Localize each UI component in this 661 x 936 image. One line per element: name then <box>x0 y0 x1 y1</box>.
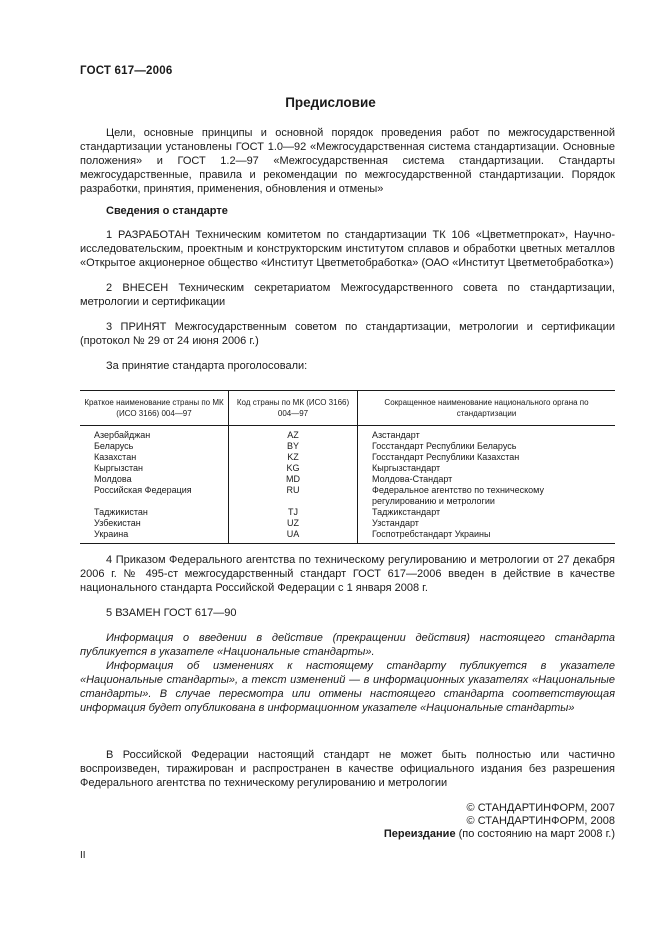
table-cell: Узбекистан <box>94 518 141 528</box>
page-number: II <box>80 850 86 861</box>
table-row <box>80 463 615 474</box>
item-1: 1 РАЗРАБОТАН Техническим комитетом по стандартизации ТК 106 «Цветметпрокат», Научно-исследовательским, проектным и конструкторским институтом сплавов и обработки цветных металлов «Открытое акционерное общество «Институт Цветметобработка» (ОАО «Институт Цветметобработка») <box>80 229 616 269</box>
copyright-2008: © СТАНДАРТИНФОРМ, 2008 <box>466 815 615 827</box>
table-row <box>80 485 615 507</box>
item-2: 2 ВНЕСЕН Техническим секретариатом Межгосударственного совета по стандартизации, метрологии и сертификации <box>80 282 615 308</box>
table-cell: TJ <box>229 507 358 518</box>
item-5: 5 ВЗАМЕН ГОСТ 617—90 <box>106 607 237 619</box>
vote-intro: За принятие стандарта проголосовали: <box>106 360 308 372</box>
info-paragraph-2: Информация об изменениях к настоящему стандарту публикуется в указателе «Национальные стандарты», а текст изменений — в информационных указателях «Национальные стандарты». В случае пересмотра или отмены настоящего стандарта соответствующая информация будет опубликована в информационном указателе «Национальные стандарты» <box>80 660 615 714</box>
table-cell: Госстандарт Республики Казахстан <box>358 452 616 463</box>
table-cell: Украина <box>80 529 229 544</box>
voting-table <box>80 390 615 544</box>
table-row <box>80 474 615 485</box>
table-cell: Молдова-Стандарт <box>358 474 616 485</box>
table-cell: MD <box>229 474 358 485</box>
table-row <box>80 441 615 452</box>
table-cell: AZ <box>229 426 358 442</box>
table-row <box>80 518 615 529</box>
table-cell: Казахстан <box>94 452 137 462</box>
table-cell: KZ <box>229 452 358 463</box>
copyright-block <box>384 802 615 841</box>
table-cell: Молдова <box>94 474 132 484</box>
copyright-2007: © СТАНДАРТИНФОРМ, 2007 <box>466 802 615 814</box>
table-cell: Российская Федерация <box>94 485 192 495</box>
table-cell: Таджикистан <box>94 507 148 517</box>
table-row <box>80 529 615 544</box>
table-header-row <box>80 391 615 426</box>
table-row <box>80 507 615 518</box>
table-cell: RU <box>229 485 358 507</box>
table-header-code: Код страны по МК (ИСО 3166) 004—97 <box>229 391 358 426</box>
table-cell: Беларусь <box>94 441 134 451</box>
table-cell: Кыргызстан <box>94 463 143 473</box>
table-cell: Кыргызстандарт <box>358 463 616 474</box>
rights-paragraph: В Российской Федерации настоящий стандарт не может быть полностью или частично воспроизведен, тиражирован и распространен в качестве официального издания без разрешения Федерального агентства по техническому регулированию и метрологии <box>80 749 615 789</box>
table-cell: BY <box>229 441 358 452</box>
table-cell: UZ <box>229 518 358 529</box>
item-3: 3 ПРИНЯТ Межгосударственным советом по стандартизации, метрологии и сертификации (протокол № 29 от 24 июня 2006 г.) <box>80 321 616 347</box>
table-row <box>80 452 615 463</box>
table-cell: Госстандарт Республики Беларусь <box>358 441 616 452</box>
table-row <box>80 426 615 442</box>
reissue-line: Переиздание (по состоянию на март 2008 г.) <box>383 828 615 840</box>
info-paragraph-1: Информация о введении в действие (прекращении действия) настоящего стандарта публикуется в указателе «Национальные стандарты». <box>80 632 615 658</box>
table-cell: Госпотребстандарт Украины <box>358 529 616 544</box>
table-cell: Федеральное агентство по техническому регулированию и метрологии <box>358 485 616 507</box>
table-cell: Таджикстандарт <box>358 507 616 518</box>
table-cell: Азстандарт <box>358 426 616 442</box>
section-heading: Сведения о стандарте <box>106 205 228 217</box>
page-title: Предисловие <box>285 95 376 110</box>
item-4: 4 Приказом Федерального агентства по техническому регулированию и метрологии от 27 декабря 2006 г. № 495-ст межгосударственный стандарт ГОСТ 617—2006 введен в действие в качестве национального стандарта Российской Федерации с 1 января 2008 г. <box>80 554 615 594</box>
table-cell: KG <box>229 463 358 474</box>
intro-paragraph: Цели, основные принципы и основной порядок проведения работ по межгосударственной стандартизации установлены ГОСТ 1.0—92 «Межгосударственная система стандартизации. Основные положения» и ГОСТ 1.2—97 «Межгосударственная система стандартизации. Стандарты межгосударственные, правила и рекомендации по межгосударственной стандартизации. Порядок разработки, принятия, применения, обновления и отмены» <box>80 127 615 195</box>
table-cell: Азербайджан <box>94 430 151 440</box>
table-cell: UA <box>229 529 358 544</box>
table-header-body: Сокращенное наименование национального органа по стандартизации <box>358 391 616 426</box>
table-header-country: Краткое наименование страны по МК (ИСО 3166) 004—97 <box>80 391 229 426</box>
table-cell: Узстандарт <box>358 518 616 529</box>
document-code: ГОСТ 617—2006 <box>80 65 173 77</box>
